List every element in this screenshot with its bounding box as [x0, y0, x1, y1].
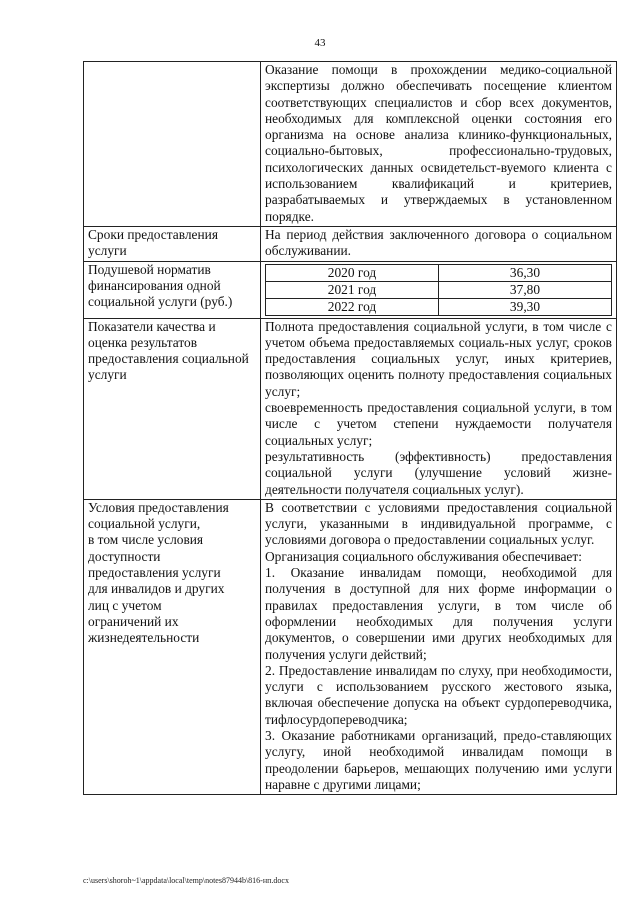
year-norm-table	[265, 264, 612, 316]
row-label-terms: Сроки предоставления услуги	[84, 226, 261, 261]
paragraph: 2. Предоставление инвалидам по слуху, при необходимости, услуги с использованием русского жестового языка, включая обеспечение допуска на объект сурдопереводчика, тифлосурдопереводчика;	[265, 662, 612, 727]
label-line: Условия предоставления	[88, 499, 229, 515]
paragraph: 1. Оказание инвалидам помощи, необходимой для получения в доступной для них форме информации о правилах предоставления услуги, в том числе об оформлении необходимых для получения услуги документов, о совершении ими других необходимых для получения услуги действий;	[265, 565, 612, 662]
year-label: 2020 год	[266, 264, 439, 281]
year-row	[266, 264, 612, 281]
paragraph: Оказание помощи в прохождении медико-социальной экспертизы должно обеспечивать посещение клиентом соответствующих специалистов и сбор всех документов, необходимых для комплексной оценки состояния его организма на основе анализа клинико-функциональных, социально-бытовых, профессионально-трудовых, психологических данных освидетельст-вуемого клиента с использованием квалификаций и критериев, разрабатываемых и утверждаемых в установленном порядке.	[265, 62, 612, 224]
table-row	[84, 499, 617, 794]
services-table	[83, 61, 617, 795]
page-number: 43	[314, 37, 326, 49]
label-line: ограничений их	[88, 613, 179, 629]
quality-cell	[261, 318, 617, 499]
label-line: предоставления услуги	[88, 565, 221, 581]
paragraph: Организация социального обслуживания обеспечивает:	[265, 548, 582, 564]
year-value: 39,30	[439, 298, 612, 315]
year-label: 2022 год	[266, 298, 439, 315]
table-row	[84, 318, 617, 499]
paragraph: В соответствии с условиями предоставления социальной услуги, указанными в индивидуальной программе, с условиями договора о предоставлении социальных услуг.	[265, 499, 612, 548]
label-line: лиц с учетом	[88, 597, 162, 613]
table-row	[84, 62, 617, 227]
row-label-conditions	[84, 499, 261, 794]
year-row	[266, 281, 612, 298]
row-label-quality: Показатели качества и оценка результатов предоставления социальной услуги	[84, 318, 261, 499]
terms-cell	[261, 226, 617, 261]
medical-expertise-cell	[261, 62, 617, 227]
label-line: для инвалидов и других	[88, 581, 225, 597]
paragraph: своевременность предоставления социальной услуги, в том числе с учетом степени нуждаемости получателя социальных услуг;	[265, 400, 612, 448]
file-path-footer: c:\users\shoroh~1\appdata\local\temp\notes87944b\816-нп.docx	[83, 876, 289, 885]
label-line: в том числе условия	[88, 532, 204, 548]
row-label-norm: Подушевой норматив финансирования одной социальной услуги (руб.)	[84, 261, 261, 318]
conditions-cell	[261, 499, 617, 794]
table-row	[84, 226, 617, 261]
year-row	[266, 298, 612, 315]
paragraph: На период действия заключенного договора о социальном обслуживании.	[265, 226, 612, 259]
row-label-empty	[84, 62, 261, 227]
label-line: социальной услуги,	[88, 516, 201, 532]
paragraph: результативность (эффективность) предоставления социальной услуги (улучшение условий жизне-деятельности получателя социальных услуг).	[265, 448, 612, 497]
paragraph: Полнота предоставления социальной услуги, в том числе с учетом объема предоставляемых социаль-ных услуг, сроков предоставления социальных услуг, иных критериев, позволяющих оценить полноту предоставления социальных услуг;	[265, 318, 612, 399]
year-value: 36,30	[439, 264, 612, 281]
label-line: доступности	[88, 548, 161, 564]
paragraph: 3. Оказание работниками организаций, предо-ставляющих услугу, иной необходимой инвалидам помощи в преодолении барьеров, мешающих получению ими услуги наравне с другими лицами;	[265, 727, 612, 792]
year-label: 2021 год	[266, 281, 439, 298]
norm-cell	[261, 261, 617, 318]
table-row	[84, 261, 617, 318]
label-line: жизнедеятельности	[88, 630, 200, 646]
year-value: 37,80	[439, 281, 612, 298]
